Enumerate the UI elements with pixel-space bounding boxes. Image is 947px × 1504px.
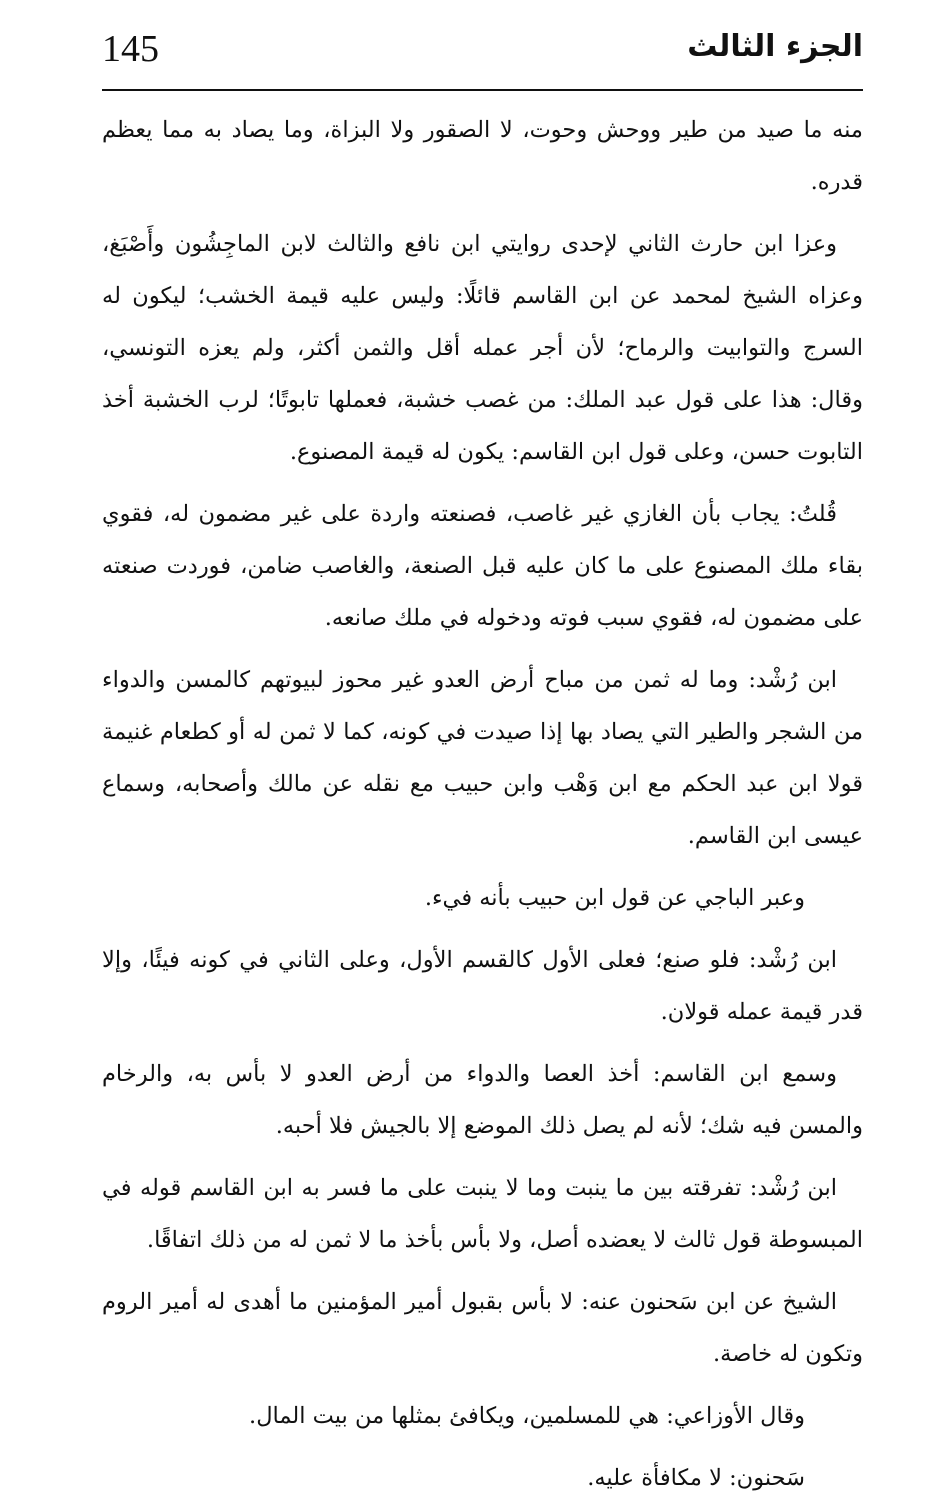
paragraph: وسمع ابن القاسم: أخذ العصا والدواء من أرض العدو لا بأس به، والرخام والمسن فيه شك؛ لأنه لم يصل ذلك الموضع إلا بالجيش فلا أحبه.: [102, 1061, 863, 1139]
page-body: [102, 104, 863, 1491]
paragraph: وقال الأوزاعي: هي للمسلمين، ويكافئ بمثلها من بيت المال.: [249, 1403, 805, 1429]
paragraph: ابن رُشْد: تفرقته بين ما ينبت وما لا ينبت على ما فسر به ابن القاسم قوله في المبسوطة قول ثالث لا يعضده أصل، ولا بأس بأخذ ما لا ثمن له من ذلك اتفاقًا.: [102, 1175, 863, 1253]
paragraph: الشيخ عن ابن سَحنون عنه: لا بأس بقبول أمير المؤمنين ما أهدى له أمير الروم وتكون له خاصة.: [102, 1289, 863, 1367]
paragraph: ابن رُشْد: وما له ثمن من مباح أرض العدو غير محوز لبيوتهم كالمسن والدواء من الشجر والطير التي يصاد بها إذا صيدت في كونه، كما لا ثمن له أو كطعام غنيمة قولا ابن عبد الحكم مع ابن وَهْب وابن حبيب مع نقله عن مالك وأصحابه، وسماع عيسى ابن القاسم.: [102, 667, 863, 849]
paragraph: وعزا ابن حارث الثاني لإحدى روايتي ابن نافع والثالث لابن الماجِشُون وأَصْبَغ، وعزاه الشيخ لمحمد عن ابن القاسم قائلًا: وليس عليه قيمة الخشب؛ ليكون له السرج والتوابيت والرماح؛ لأن أجر عمله أقل والثمن أكثر، ولم يعزه التونسي، وقال: هذا على قول عبد الملك: من غصب خشبة، فعملها تابوتًا؛ لرب الخشبة أخذ التابوت حسن، وعلى قول ابن القاسم: يكون له قيمة المصنوع.: [102, 231, 863, 465]
page-header: [102, 28, 863, 90]
header-rule: [102, 89, 863, 91]
running-head: الجزء الثالث: [687, 29, 863, 64]
paragraph: منه ما صيد من طير ووحش وحوت، لا الصقور ولا البزاة، وما يصاد به مما يعظم قدره.: [102, 117, 863, 195]
paragraph: سَحنون: لا مكافأة عليه.: [587, 1465, 805, 1491]
page-number: 145: [102, 28, 159, 70]
paragraph: قُلتُ: يجاب بأن الغازي غير غاصب، فصنعته واردة على غير مضمون له، فقوي بقاء ملك المصنوع على ما كان عليه قبل الصنعة، والغاصب ضامن، فوردت صنعته على مضمون له، فقوي سبب فوته ودخوله في ملك صانعه.: [102, 501, 863, 631]
paragraph: ابن رُشْد: فلو صنع؛ فعلى الأول كالقسم الأول، وعلى الثاني في كونه فيئًا، وإلا قدر قيمة عمله قولان.: [102, 947, 863, 1025]
paragraph: وعبر الباجي عن قول ابن حبيب بأنه فيء.: [424, 885, 805, 911]
